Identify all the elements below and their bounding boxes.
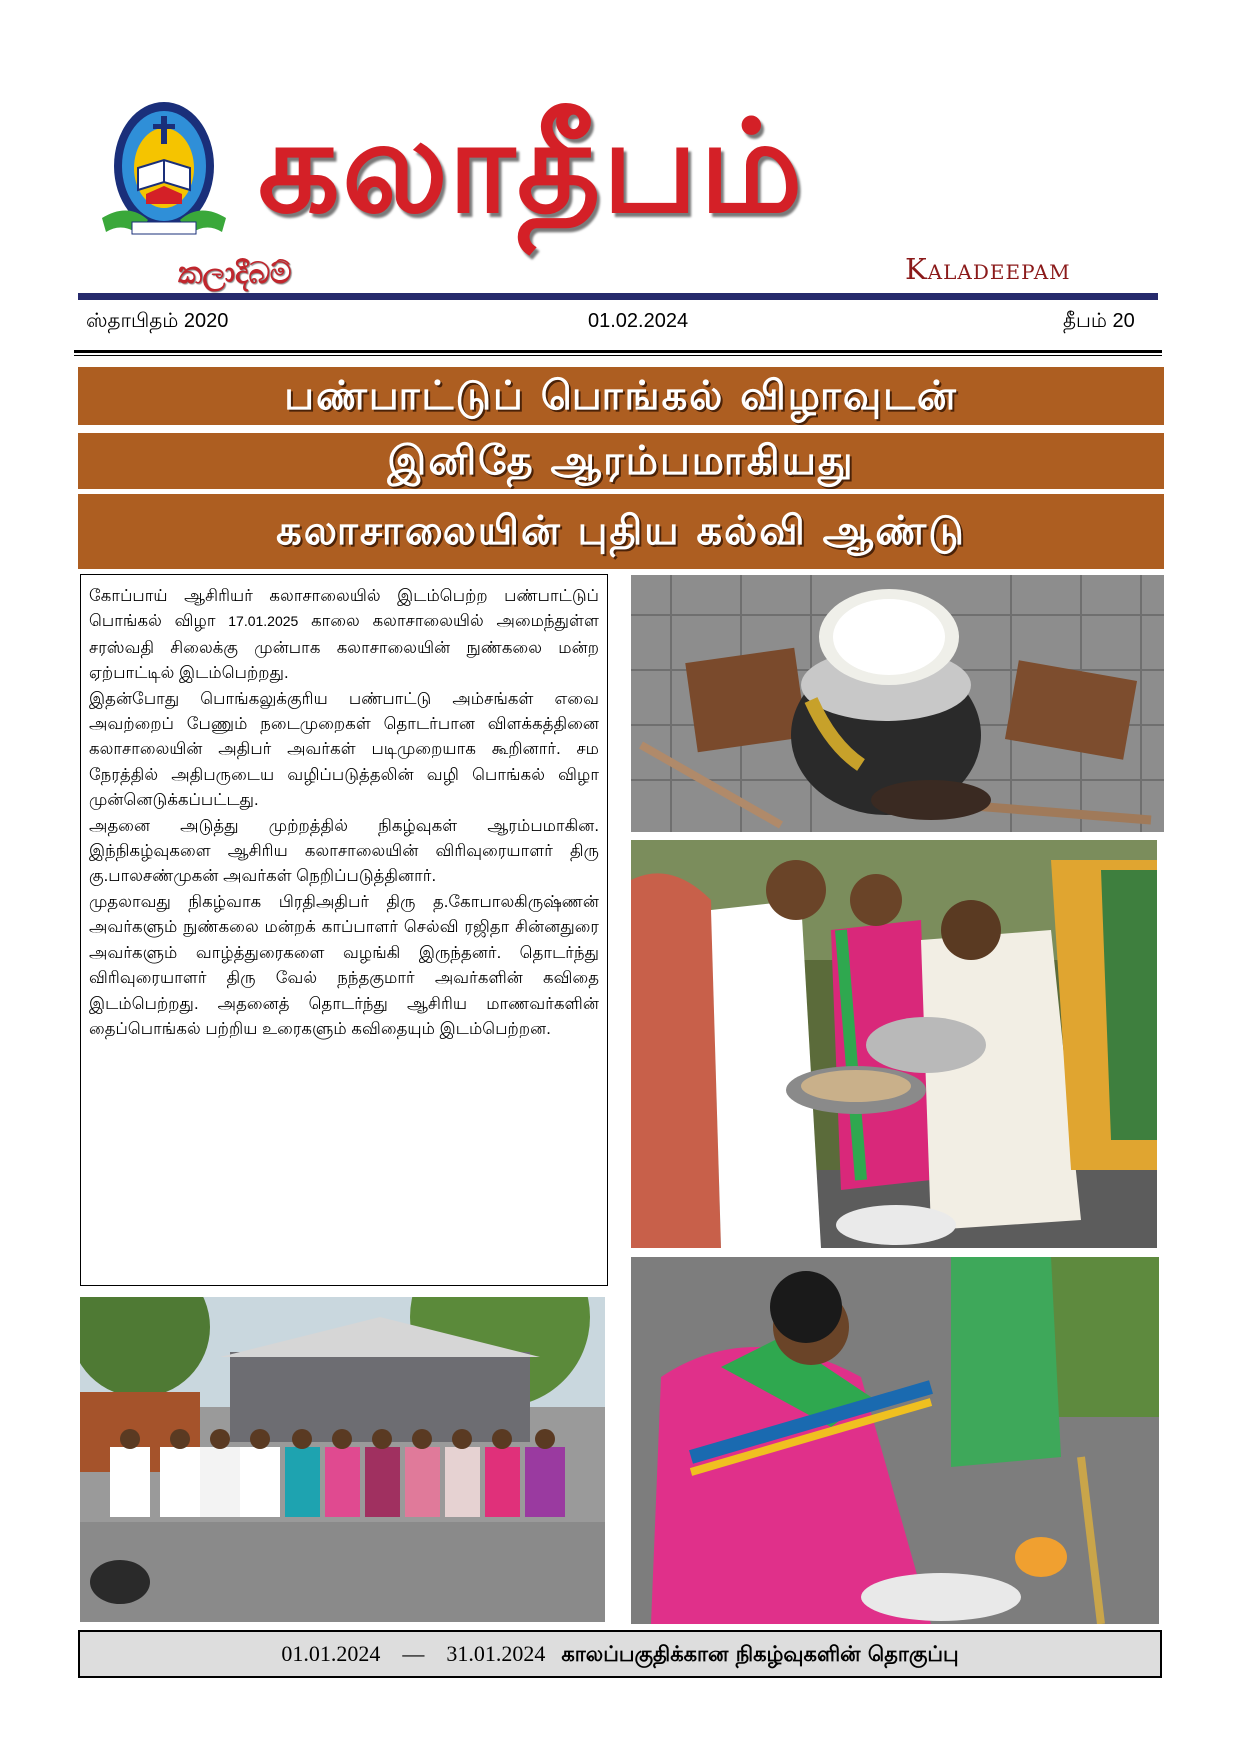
masthead-title-english: Kaladeepam <box>905 252 1071 286</box>
article-p1-text-a: கோப்பாய் ஆசிரியர் கலாசாலையில் இடம்பெற்ற பண்பாட்டுப் பொங்கல் விழா <box>89 586 599 631</box>
meta-rule-thin <box>74 355 1162 356</box>
issue-number: தீபம் 20 <box>1063 310 1135 332</box>
headline-line-1: பண்பாட்டுப் பொங்கல் விழாவுடன் <box>78 367 1164 425</box>
meta-rule <box>74 350 1162 353</box>
article-paragraph-4: முதலாவது நிகழ்வாக பிரதிஅதிபர் திரு த.கோபாலகிருஷ்ணன் அவர்களும் நுண்கலை மன்றக் காப்பாளர் செல்வி ரஜிதா சின்னதுரை அவர்களும் வாழ்த்துரைகளை வழங்கி இருந்தனர். தொடர்ந்து விரிவுரையாளர் திரு வேல் நந்தகுமார் அவர்களின் கவிதை இடம்பெற்றது. அதனைத் தொடர்ந்து ஆசிரிய மாணவர்களின் தைப்பொங்கல் பற்றிய உரைகளும் கவிதையும் இடம்பெற்றன. <box>89 891 599 1038</box>
headline-line-3: கலாசாலையின் புதிய கல்வி ஆண்டு <box>78 494 1164 569</box>
issue-date: 01.02.2024 <box>588 310 689 332</box>
article-body <box>80 574 608 1286</box>
college-logo <box>98 98 230 258</box>
period-start-date: 01.01.2024 <box>281 1641 381 1666</box>
headline-line-2: இனிதே ஆரம்பமாகியது <box>78 433 1164 489</box>
masthead-title: கலாதீபம் <box>258 93 805 242</box>
photo-pouring-rice <box>631 840 1157 1248</box>
photo-group-seated <box>80 1297 605 1622</box>
article-paragraph-2: இதன்போது பொங்கலுக்குரிய பண்பாட்டு அம்சங்கள் எவை அவற்றைப் பேணும் நடைமுறைகள் தொடர்பான விளக்கத்தினை கலாசாலையின் அதிபர் அவர்கள் படிமுறையாக கூறினார். சம நேரத்தில் அதிபருடைய வழிப்படுத்தலின் வழி பொங்கல் விழா முன்னெடுக்கப்பட்டது. <box>89 688 599 810</box>
article-p1-text-b: காலை கலாசாலையில் அமைந்துள்ள சரஸ்வதி சிலைக்கு முன்பாக கலாசாலையின் நுண்கலை மன்ற ஏற்பாட்டில் இடம்பெற்றது. <box>89 611 599 683</box>
masthead-rule <box>78 293 1158 300</box>
article-paragraph-3: அதனை அடுத்து முற்றத்தில் நிகழ்வுகள் ஆரம்பமாகின. இந்நிகழ்வுகளை ஆசிரிய கலாசாலையின் விரிவுரையாளர் திரு கு.பாலசண்முகன் அவர்கள் நெறிப்படுத்தினார். <box>89 815 599 886</box>
period-end-date: 31.01.2024 <box>446 1641 546 1666</box>
period-footer <box>78 1630 1162 1678</box>
period-caption: காலப்பகுதிக்கான நிகழ்வுகளின் தொகுப்பு <box>561 1642 959 1666</box>
article-paragraph-1 <box>89 583 599 686</box>
period-dash: — <box>402 1641 425 1666</box>
photo-pongal-pot <box>631 575 1164 832</box>
masthead-title-sinhala: කලාදීබම් <box>178 256 292 291</box>
photo-woman-offering <box>631 1257 1159 1624</box>
established-year: ஸ்தாபிதம் 2020 <box>86 310 229 332</box>
event-date: 17.01.2025 <box>228 613 299 630</box>
